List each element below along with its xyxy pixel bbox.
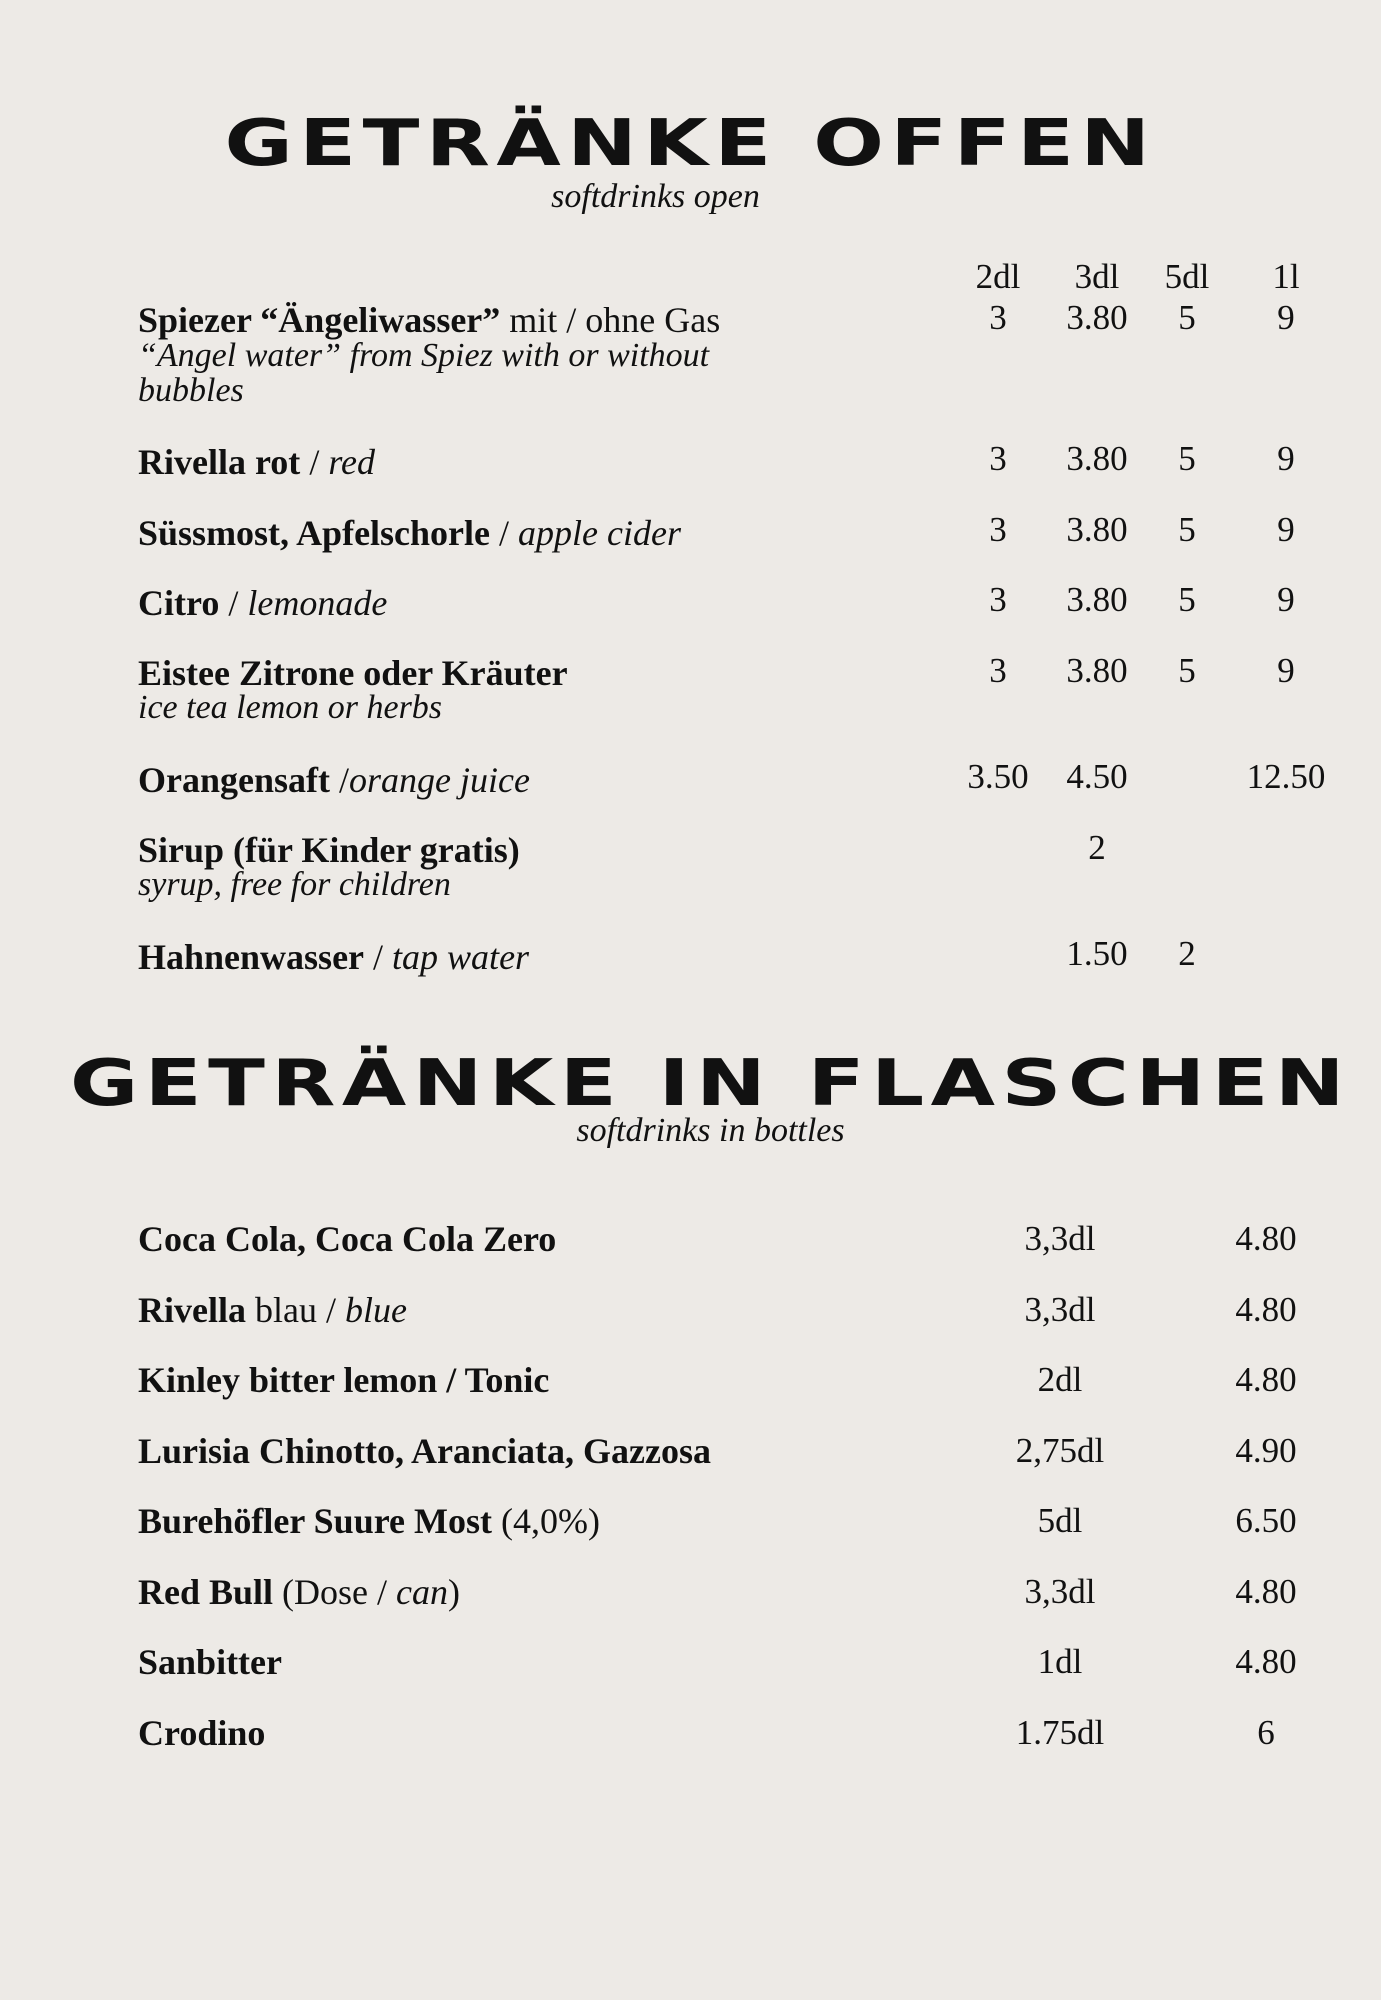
list-item-name: Süssmost, Apfelschorle / apple cider: [138, 513, 681, 553]
size-header-2dl: 2dl: [975, 257, 1021, 296]
price-3dl: 1.50: [1066, 934, 1128, 973]
price-5dl: 5: [1178, 651, 1196, 690]
list-item-name: Spiezer “Ängeliwasser” mit / ohne Gas: [138, 300, 721, 340]
bottle-size: 5dl: [1037, 1501, 1083, 1540]
price-1l: 9: [1277, 439, 1295, 478]
price-5dl: 5: [1178, 510, 1196, 549]
bottle-price: 4.80: [1235, 1572, 1297, 1611]
price-5dl: 5: [1178, 580, 1196, 619]
price-2dl: 3: [989, 439, 1007, 478]
price-3dl: 3.80: [1066, 439, 1128, 478]
bottle-price: 4.90: [1235, 1431, 1297, 1470]
price-5dl: 2: [1178, 934, 1196, 973]
section-subtitle-bottles: softdrinks in bottles: [576, 1112, 845, 1149]
price-2dl: 3.50: [967, 757, 1029, 796]
list-item-translation: “Angel water” from Spiez with or without bubbles: [138, 337, 710, 409]
bottle-price: 6.50: [1235, 1501, 1297, 1540]
list-item-name: Citro / lemonade: [138, 583, 388, 623]
list-item-name: Sanbitter: [138, 1642, 282, 1682]
bottle-price: 4.80: [1235, 1642, 1297, 1681]
section-subtitle-open: softdrinks open: [551, 178, 760, 215]
price-1l: 9: [1277, 580, 1295, 619]
bottle-size: 2,75dl: [1015, 1431, 1105, 1470]
bottle-size: 3,3dl: [1024, 1219, 1096, 1258]
list-item-name: Hahnenwasser / tap water: [138, 937, 530, 977]
section-title-open: GETRÄNKE OFFEN: [224, 107, 1157, 181]
bottle-size: 3,3dl: [1024, 1572, 1096, 1611]
price-1l: 9: [1277, 298, 1295, 337]
price-3dl: 3.80: [1066, 510, 1128, 549]
bottle-price: 4.80: [1235, 1290, 1297, 1329]
bottle-price: 4.80: [1235, 1219, 1297, 1258]
bottle-size: 1dl: [1037, 1642, 1083, 1681]
price-1l: 9: [1277, 510, 1295, 549]
price-3dl: 3.80: [1066, 298, 1128, 337]
size-header-5dl: 5dl: [1164, 257, 1210, 296]
price-2dl: 3: [989, 510, 1007, 549]
list-item-name: Orangensaft /orange juice: [138, 760, 530, 800]
price-3dl: 3.80: [1066, 580, 1128, 619]
list-item-name: Rivella blau / blue: [138, 1290, 407, 1330]
size-header-1l: 1l: [1272, 257, 1300, 296]
price-1l: 12.50: [1246, 757, 1326, 796]
bottle-price: 4.80: [1235, 1360, 1297, 1399]
section-title-bottles: GETRÄNKE IN FLASCHEN: [69, 1047, 1352, 1121]
price-5dl: 5: [1178, 298, 1196, 337]
list-item-name: Lurisia Chinotto, Aranciata, Gazzosa: [138, 1431, 711, 1471]
price-2dl: 3: [989, 580, 1007, 619]
bottle-price: 6: [1257, 1713, 1275, 1752]
price-3dl: 3.80: [1066, 651, 1128, 690]
list-item-translation: ice tea lemon or herbs: [138, 689, 443, 726]
list-item-name: Eistee Zitrone oder Kräuter: [138, 653, 568, 693]
list-item-name: Red Bull (Dose / can): [138, 1572, 461, 1612]
size-header-3dl: 3dl: [1074, 257, 1120, 296]
price-2dl: 3: [989, 298, 1007, 337]
list-item-name: Rivella rot / red: [138, 442, 375, 482]
list-item-name: Kinley bitter lemon / Tonic: [138, 1360, 550, 1400]
list-item-name: Sirup (für Kinder gratis): [138, 830, 520, 870]
price-3dl: 4.50: [1066, 757, 1128, 796]
list-item-name: Crodino: [138, 1713, 266, 1753]
price-3dl: 2: [1088, 828, 1106, 867]
bottle-size: 3,3dl: [1024, 1290, 1096, 1329]
price-2dl: 3: [989, 651, 1007, 690]
price-1l: 9: [1277, 651, 1295, 690]
list-item-translation: syrup, free for children: [138, 866, 451, 903]
price-5dl: 5: [1178, 439, 1196, 478]
bottle-size: 2dl: [1037, 1360, 1083, 1399]
list-item-name: Burehöfler Suure Most (4,0%): [138, 1501, 600, 1541]
bottle-size: 1.75dl: [1015, 1713, 1105, 1752]
list-item-name: Coca Cola, Coca Cola Zero: [138, 1219, 557, 1259]
